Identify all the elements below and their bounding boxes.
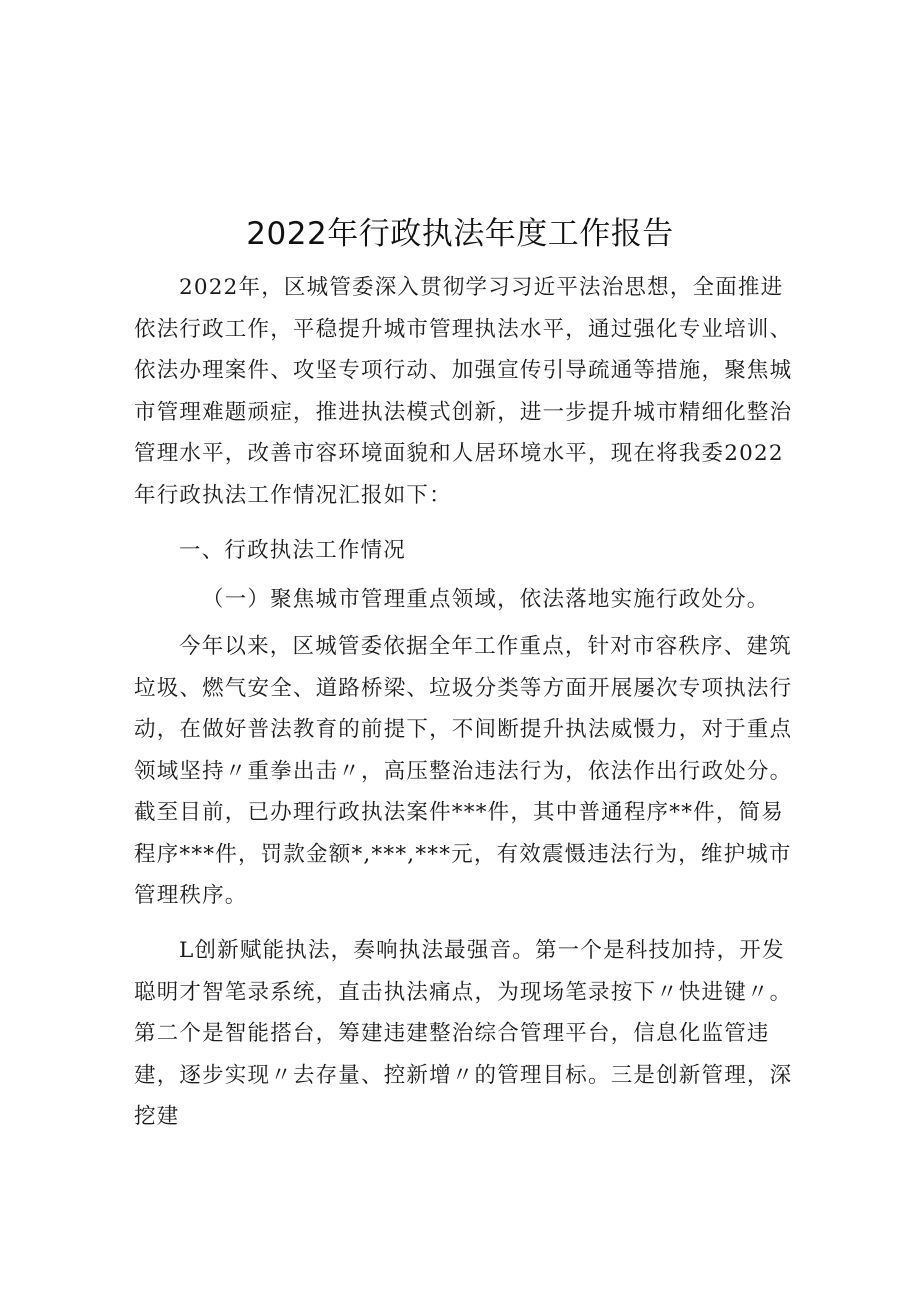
body-paragraph: 今年以来，区城管委依据全年工作重点，针对市容秩序、建筑垃圾、燃气安全、道路桥梁、垃圾分类等方面开展屡次专项执法行动，在做好普法教育的前提下，不间断提升执法威慑力，对于重点领域坚持〃重拳出击〃，高压整治违法行为，依法作出行政处分。截至目前，已办理行政执法案件***件，其中普通程序**件，简易程序***件，罚款金额*,***,***元，有效震慑违法行为，维护城市管理秩序。 xyxy=(134,634,793,908)
subsection-heading: （一）聚焦城市管理重点领域，依法落地实施行政处分。 xyxy=(202,587,770,612)
document-title: 2022年行政执法年度工作报告 xyxy=(246,216,674,252)
intro-paragraph: 2022年，区城管委深入贯彻学习习近平法治思想，全面推进依法行政工作，平稳提升城市管理执法水平，通过强化专业培训、依法办理案件、攻坚专项行动、加强宣传引导疏通等措施，聚焦城市管理难题顽症，推进执法模式创新，进一步提升城市精细化整治管理水平，改善市容环境面貌和人居环境水平，现在将我委2022年行政执法工作情况汇报如下： xyxy=(134,275,793,508)
body-paragraph: L创新赋能执法，奏响执法最强音。第一个是科技加持，开发聪明才智笔录系统，直击执法痛点，为现场笔录按下〃快进键〃。第二个是智能搭台，筹建违建整治综合管理平台，信息化监管违建，逐步实现〃去存量、控新增〃的管理目标。三是创新管理，深挖建 xyxy=(134,938,793,1129)
section-heading: 一、行政执法工作情况 xyxy=(179,538,407,563)
